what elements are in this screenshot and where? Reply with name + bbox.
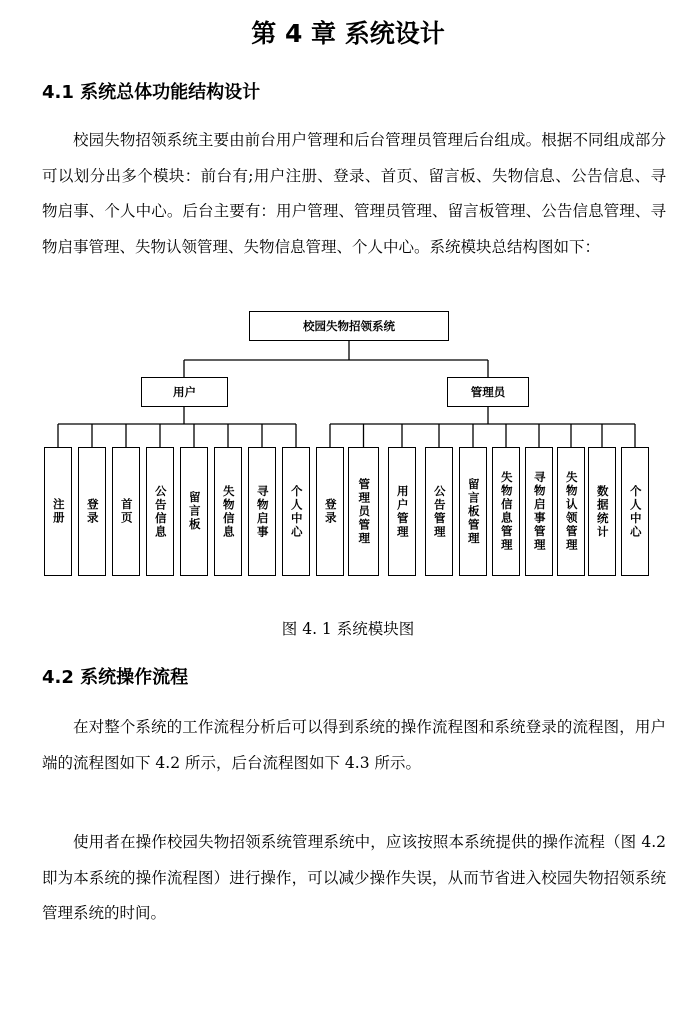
user-module-node: 首页 bbox=[112, 447, 140, 576]
admin-module-node: 登录 bbox=[316, 447, 344, 576]
figure-caption: 图 4. 1 系统模块图 bbox=[281, 620, 415, 638]
user-group-node: 用户 bbox=[141, 377, 228, 407]
user-module-node: 注册 bbox=[44, 447, 72, 576]
admin-module-node: 留言板管理 bbox=[459, 447, 487, 576]
admin-module-node: 数据统计 bbox=[588, 447, 616, 576]
admin-module-node: 个人中心 bbox=[621, 447, 649, 576]
admin-module-node: 寻物启事管理 bbox=[525, 447, 553, 576]
user-module-node: 个人中心 bbox=[282, 447, 310, 576]
root-node: 校园失物招领系统 bbox=[249, 311, 449, 341]
user-module-node: 登录 bbox=[78, 447, 106, 576]
user-module-node: 留言板 bbox=[180, 447, 208, 576]
user-module-node: 失物信息 bbox=[214, 447, 242, 576]
admin-group-node: 管理员 bbox=[447, 377, 529, 407]
admin-module-node: 失物信息管理 bbox=[492, 447, 520, 576]
chapter-title: 第 4 章 系统设计 bbox=[251, 19, 445, 48]
user-module-node: 寻物启事 bbox=[248, 447, 276, 576]
admin-module-node: 公告管理 bbox=[425, 447, 453, 576]
section-heading-4-2: 4.2 系统操作流程 bbox=[42, 667, 189, 688]
user-module-node: 公告信息 bbox=[146, 447, 174, 576]
section-4-2-paragraph-1: 在对整个系统的工作流程分析后可以得到系统的操作流程图和系统登录的流程图，用户端的流程图如下 4.2 所示，后台流程图如下 4.3 所示。 bbox=[42, 718, 666, 772]
section-4-2-paragraph-2: 使用者在操作校园失物招领系统管理系统中，应该按照本系统提供的操作流程（图 4.2 即为本系统的操作流程图）进行操作，可以减少操作失误，从而节省进入校园失物招领系统管理系统的时间。 bbox=[42, 833, 666, 922]
section-4-1-paragraph: 校园失物招领系统主要由前台用户管理和后台管理员管理后台组成。根据不同组成部分可以划分出多个模块：前台有;用户注册、登录、首页、留言板、失物信息、公告信息、寻物启事、个人中心。后台主要有：用户管理、管理员管理、留言板管理、公告信息管理、寻物启事管理、失物认领管理、失物信息管理、个人中心。系统模块总结构图如下： bbox=[42, 131, 666, 256]
admin-module-node: 失物认领管理 bbox=[557, 447, 585, 576]
admin-module-node: 管理员管理 bbox=[348, 447, 379, 576]
section-heading-4-1: 4.1 系统总体功能结构设计 bbox=[42, 82, 261, 103]
admin-module-node: 用户管理 bbox=[388, 447, 416, 576]
